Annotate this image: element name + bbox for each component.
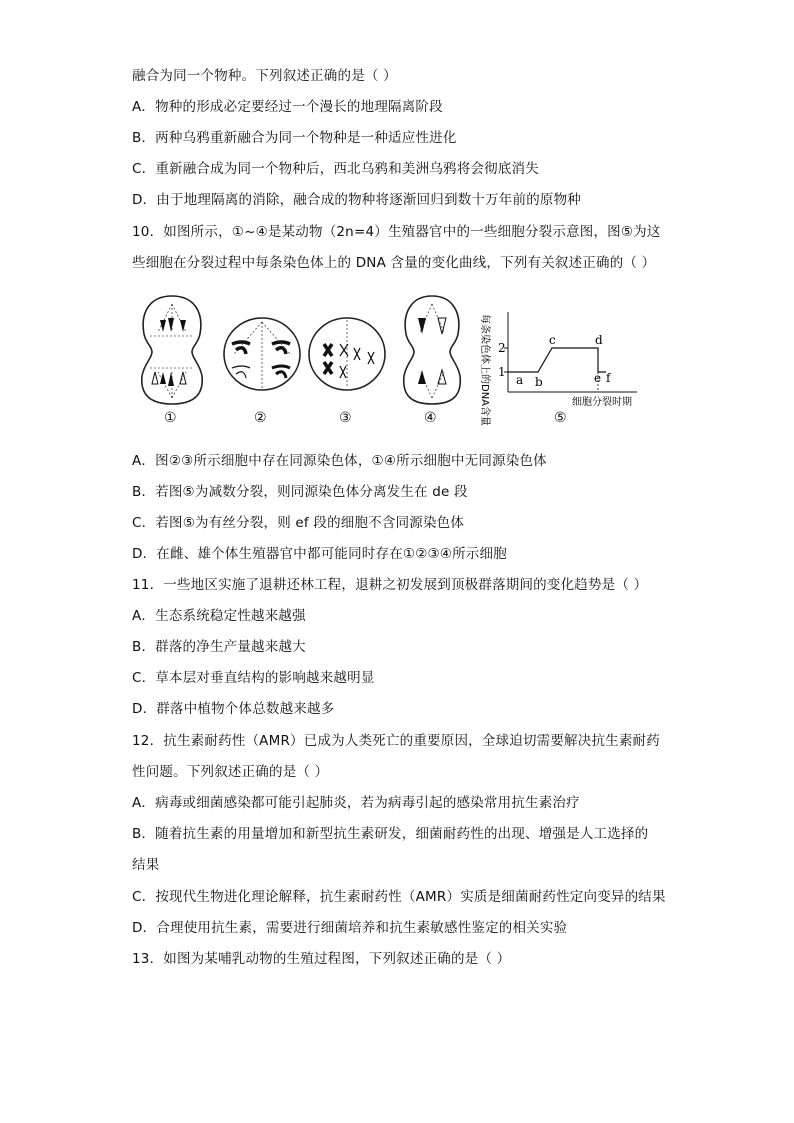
q9-option-c: C．重新融合成为同一个物种后，西北乌鸦和美洲乌鸦将会彻底消失: [132, 161, 539, 177]
graph-point-c: c: [549, 333, 556, 347]
q12-option-b-continued: 结果: [132, 857, 160, 873]
q10-option-d: D．在雌、雄个体生殖器官中都可能同时存在①②③④所示细胞: [132, 546, 507, 562]
q10-figure: [132, 292, 672, 432]
q11-option-c: C．草本层对垂直结构的影响越来越明显: [132, 670, 375, 686]
dna-content-graph: [479, 312, 637, 426]
q9-option-d: D．由于地理隔离的消除，融合成的物种将逐渐回归到数十万年前的原物种: [132, 192, 581, 208]
q10-stem-line2: 些细胞在分裂过程中每条染色体上的 DNA 含量的变化曲线，下列有关叙述正确的（ ）: [132, 255, 656, 271]
cell-2-diagram: [224, 318, 300, 390]
graph-xlabel: 细胞分裂时期: [572, 397, 632, 408]
cell-label-5: ⑤: [554, 410, 567, 426]
graph-ylabel: 每条染色体上的DNA含量: [479, 314, 490, 427]
q12-option-c: C．按现代生物进化理论解释，抗生素耐药性（AMR）实质是细菌耐药性定向变异的结果: [132, 889, 666, 905]
cell-label-3: ③: [339, 410, 352, 426]
q11-option-a: A．生态系统稳定性越来越强: [132, 608, 306, 624]
q13-stem: 13．如图为某哺乳动物的生殖过程图，下列叙述正确的是（ ）: [132, 951, 511, 967]
graph-point-b: b: [535, 375, 543, 389]
graph-point-f: f: [606, 371, 611, 385]
graph-point-d: d: [595, 333, 603, 347]
graph-point-a: a: [516, 373, 524, 387]
graph-tick-1: 1: [498, 365, 506, 379]
q11-option-b: B．群落的净生产量越来越大: [132, 639, 306, 655]
cell-division-diagrams: [132, 292, 672, 432]
q12-option-b: B．随着抗生素的用量增加和新型抗生素研发，细菌耐药性的出现、增强是人工选择的: [132, 826, 649, 842]
q9-option-b: B．两种乌鸦重新融合为同一个物种是一种适应性进化: [132, 130, 457, 146]
q11-option-d: D．群落中植物个体总数越来越多: [132, 701, 335, 717]
graph-tick-2: 2: [498, 341, 506, 355]
q12-stem-line2: 性问题。下列叙述正确的是（ ）: [132, 764, 329, 780]
cell-label-2: ②: [254, 410, 267, 426]
q10-option-c: C．若图⑤为有丝分裂，则 ef 段的细胞不含同源染色体: [132, 515, 465, 531]
q12-option-d: D．合理使用抗生素，需要进行细菌培养和抗生素敏感性鉴定的相关实验: [132, 920, 568, 936]
q11-stem: 11．一些地区实施了退耕还林工程，退耕之初发展到顶极群落期间的变化趋势是（ ）: [132, 577, 648, 593]
q12-option-a: A．病毒或细菌感染都可能引起肺炎，若为病毒引起的感染常用抗生素治疗: [132, 795, 580, 811]
cell-3-diagram: [309, 318, 385, 390]
q9-option-a: A．物种的形成必定要经过一个漫长的地理隔离阶段: [132, 99, 443, 115]
q10-option-a: A．图②③所示细胞中存在同源染色体，①④所示细胞中无同源染色体: [132, 453, 547, 469]
cell-label-1: ①: [164, 410, 177, 426]
graph-point-e: e: [594, 371, 602, 385]
q10-option-b: B．若图⑤为减数分裂，则同源染色体分离发生在 de 段: [132, 484, 468, 500]
q12-stem-line1: 12．抗生素耐药性（AMR）已成为人类死亡的重要原因，全球迫切需要解决抗生素耐药: [132, 733, 660, 749]
cell-label-4: ④: [424, 410, 437, 426]
cell-4-diagram: [404, 296, 461, 404]
cell-1-diagram: [142, 296, 202, 404]
q9-stem-tail: 融合为同一个物种。下列叙述正确的是（ ）: [132, 68, 397, 84]
q10-stem-line1: 10．如图所示，①~④是某动物（2n=4）生殖器官中的一些细胞分裂示意图，图⑤为这: [132, 224, 661, 240]
